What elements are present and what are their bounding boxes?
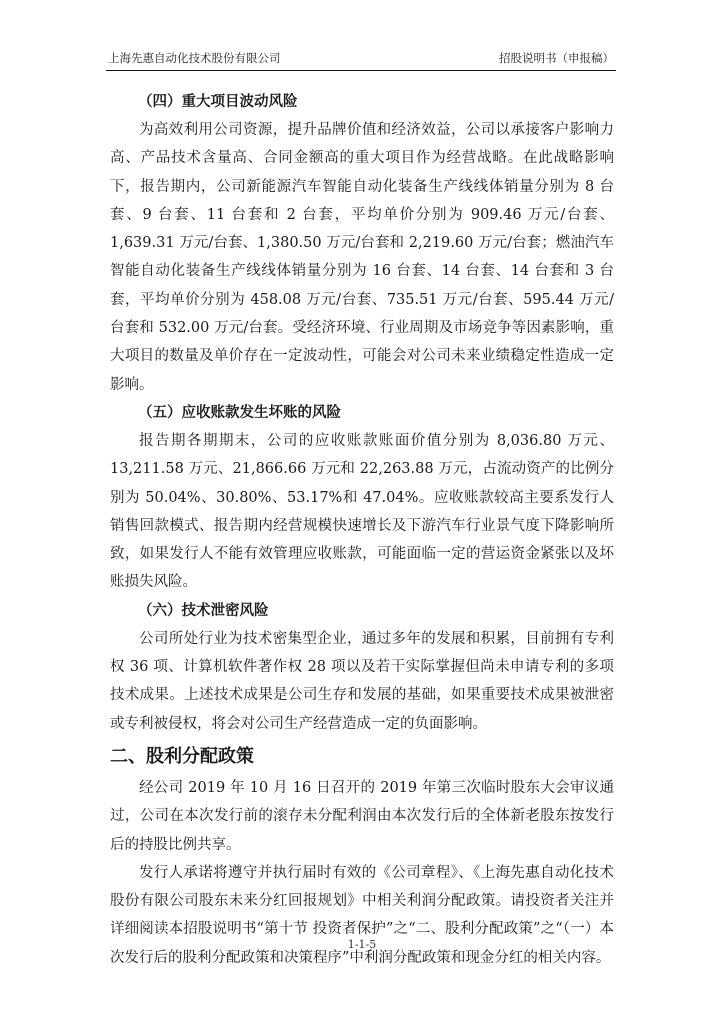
chapter-2-paragraph-1: 经公司 2019 年 10 月 16 日召开的 2019 年第三次临时股东大会审议通过，公司在本次发行前的滚存未分配利润由本次发行后的全体新老股东按发行后的持股比例共享。 bbox=[110, 779, 614, 853]
chapter-2-paragraph-2: 发行人承诺将遵守并执行届时有效的《公司章程》、《上海先惠自动化技术股份有限公司股东未来分红回报规划》中相关利润分配政策。请投资者关注并详细阅读本招股说明书“第十节 投资者保护”之“二、股利分配政策”之“（一）本次发行后的股利分配政策和决策程序”中利润分配政策和现金分红的相关内容。 bbox=[110, 864, 614, 966]
running-header bbox=[108, 48, 614, 68]
document-body bbox=[110, 88, 614, 972]
section-4-paragraph: 为高效利用公司资源，提升品牌价值和经济效益，公司以承接客户影响力高、产品技术含量高、合同金额高的重大项目作为经营战略。在此战略影响下，报告期内，公司新能源汽车智能自动化装备生产线线体销量分别为 8 台套、9 台套、11 台套和 2 台套，平均单价分别为 909.46 万元/台套、1,639.31 万元/台套、1,380.50 万元/台套和 2,219.60 万元/台套；燃油汽车智能自动化装备生产线线体销量分别为 16 台套、14 台套、14 台套和 3 台套，平均单价分别为 458.08 万元/台套、735.51 万元/台套、595.44 万元/台套和 532.00 万元/台套。受经济环境、行业周期及市场竞争等因素影响，重大项目的数量及单价存在一定波动性，可能会对公司未来业绩稳定性造成一定影响。 bbox=[110, 122, 614, 393]
header-company-name: 上海先惠自动化技术股份有限公司 bbox=[108, 51, 281, 65]
header-divider bbox=[106, 70, 616, 71]
section-6-heading: （六）技术泄密风险 bbox=[138, 602, 269, 619]
section-5-paragraph: 报告期各期期末，公司的应收账款账面价值分别为 8,036.80 万元、13,211.58 万元、21,866.66 万元和 22,263.88 万元，占流动资产的比例分别为 50.04%、30.80%、53.17%和 47.04%。应收账款较高主要系发行人销售回款模式、报告期内经营规模快速增长及下游汽车行业景气度下降影响所致，如果发行人不能有效管理应收账款，可能面临一定的营运资金紧张以及坏账损失风险。 bbox=[110, 432, 614, 591]
section-6-paragraph: 公司所处行业为技术密集型企业，通过多年的发展和积累，目前拥有专利权 36 项、计算机软件著作权 28 项以及若干实际掌握但尚未申请专利的多项技术成果。上述技术成果是公司生存和发展的基础，如果重要技术成果被泄密或专利被侵权，将会对公司生产经营造成一定的负面影响。 bbox=[110, 630, 614, 732]
section-5-heading: （五）应收账款发生坏账的风险 bbox=[138, 404, 341, 421]
chapter-2-heading: 二、股利分配政策 bbox=[110, 745, 254, 767]
section-4-heading: （四）重大项目波动风险 bbox=[138, 94, 298, 110]
header-document-title: 招股说明书（申报稿） bbox=[499, 51, 614, 65]
page-number: 1-1-5 bbox=[347, 938, 377, 951]
